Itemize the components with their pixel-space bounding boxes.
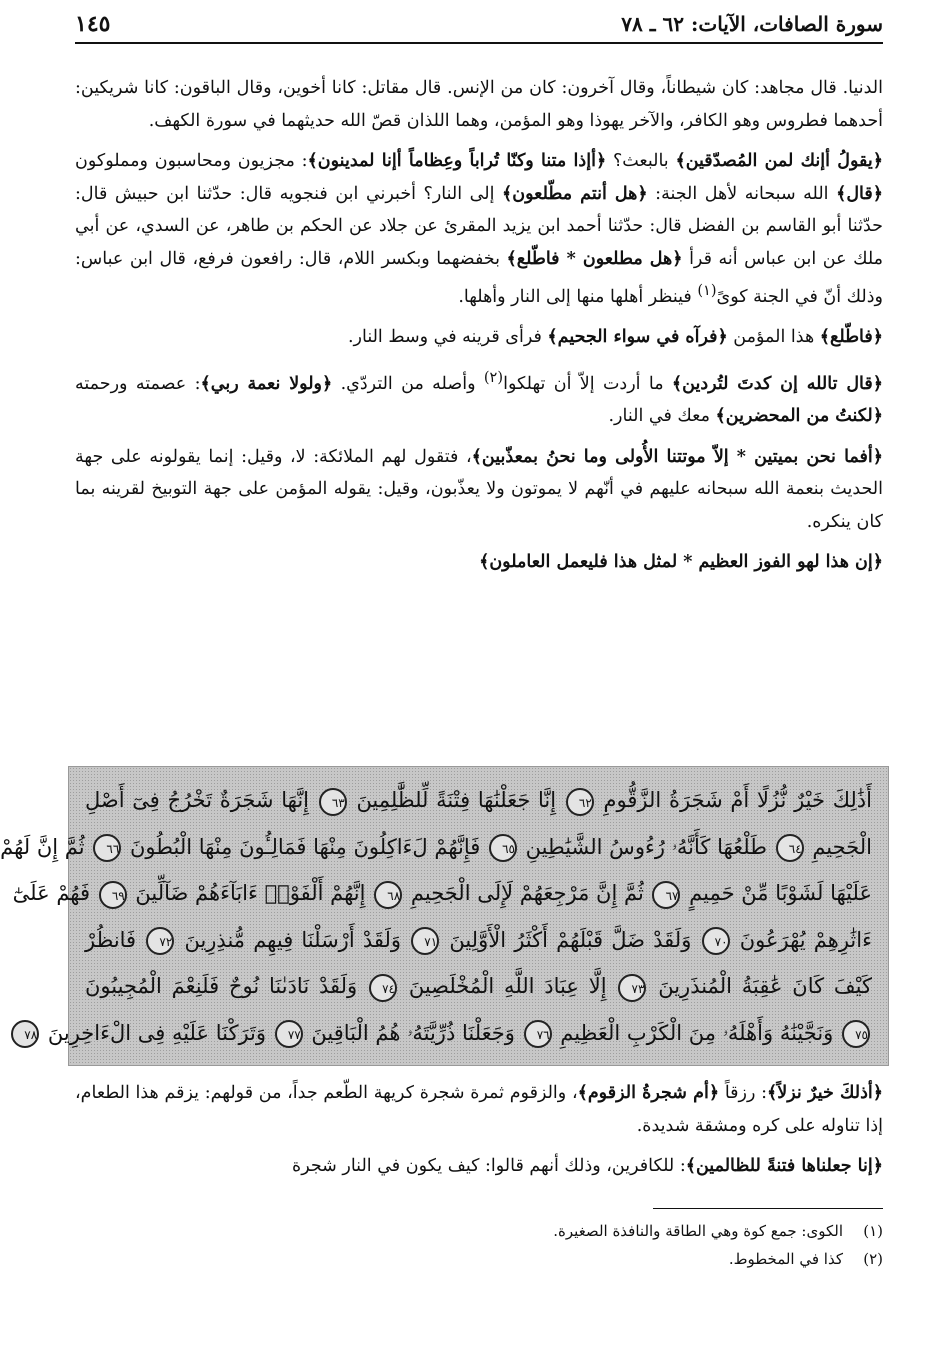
quran-quote: ﴿هل مطلعون * فاطّلع﴾ (506, 248, 683, 269)
verse-text: إِنَّهُمْ أَلْفَوْا۟ ءَابَآءَهُمْ ضَآلِّينَ (135, 881, 366, 905)
commentary-span: : مجزيون ومحاسبون ومملوكون (75, 151, 308, 171)
ayah-number-marker: ٧٤ (369, 974, 397, 1002)
ayah-number-marker: ٧٥ (842, 1020, 870, 1048)
paragraph (75, 441, 883, 539)
verse-text: الْجَحِيمِ (812, 834, 872, 859)
footnote-ref: (١) (697, 282, 717, 299)
commentary-span: : عصمته ورحمته (75, 373, 201, 394)
commentary-span: بخفضهما وبكسر اللام، قال: رافعون فرفع، قال ابن عباس: وذلك أنّ في الجنة كوىً (75, 248, 883, 307)
paragraph (75, 546, 883, 579)
footnote (75, 1245, 883, 1273)
ayah-number-marker: ٧٠ (702, 927, 730, 955)
verse-text: وَتَرَكْنَا عَلَيْهِ فِى الْءَاخِرِينَ (47, 1020, 267, 1045)
verse-text: طَلْعُهَا كَأَنَّهُۥ رُءُوسُ الشَّيَٰطِينِ (525, 834, 767, 859)
verse-text: إِنَّا جَعَلْنَٰهَا فِتْنَةً لِّلظَّٰلِمِينَ (356, 788, 557, 812)
ayah-number-marker: ٧٨ (11, 1020, 39, 1048)
verse-text: فَانظُرْ (85, 927, 137, 952)
footnote-ref: (٢) (483, 368, 504, 386)
quran-verses-box (0, 766, 889, 1066)
verse-text: كَيْفَ كَانَ عَٰقِبَةُ الْمُنذَرِينَ (658, 974, 873, 998)
commentary-text (75, 72, 883, 579)
page-number: ١٤٥ (75, 11, 111, 37)
ayah-number-marker: ٦٦ (93, 834, 121, 862)
ayah-number-marker: ٦٣ (319, 788, 347, 816)
paragraph (75, 145, 883, 313)
quran-quote: ﴿يقولُ أإنك لمن المُصدّقين﴾ (675, 151, 884, 171)
paragraph (75, 1077, 883, 1142)
commentary-span: ، فتقول لهم الملائكة: لا، وقيل: إنما يقولونه على جهة الحديث بنعمة الله سبحانه عليهم في أنّهم لا يموتون ولا يعذّبون، وقيل: يقوله المؤمن على جهة التوبيخ لقرينه بما كان ينكره. (75, 446, 883, 532)
verse-line (85, 917, 872, 964)
verse-text: وَنَجَّيْنَٰهُ وَأَهْلَهُۥ مِنَ الْكَرْبِ الْعَظِيمِ (560, 1020, 834, 1045)
ayah-number-marker: ٦٧ (652, 881, 680, 909)
ayah-number-marker: ٧١ (411, 927, 439, 955)
footnote-text: كذا في المخطوط. (728, 1250, 843, 1268)
commentary-span: الله سبحانه لأهل الجنة: (647, 183, 837, 204)
commentary-span: : رزقاً (719, 1083, 768, 1103)
paragraph (75, 321, 883, 354)
running-title: سورة الصافات، الآيات: ٦٢ ـ ٧٨ (621, 12, 883, 36)
quran-quote: ﴿لكنتُ من المحضرين﴾ (715, 406, 883, 427)
verse-line (0, 824, 872, 871)
commentary-span: معك في النار. (608, 406, 716, 427)
commentary-span: فينظر أهلها منها إلى النار وأهلها. (458, 286, 698, 307)
quran-quote: ﴿أفما نحن بميتين * إلاّ موتتنا الأُولى وما نحنُ بمعذّبين﴾ (471, 446, 883, 467)
footnote-number: (٢) (863, 1250, 883, 1268)
commentary-span: وأصله من التردّي. (332, 373, 484, 394)
verse-text: ثُمَّ إِنَّ لَهُمْ (0, 834, 85, 859)
footnote-number: (١) (863, 1222, 883, 1240)
quran-quote: ﴿ولولا نعمة ربي﴾ (200, 373, 333, 394)
commentary-span: إلى النار؟ أخبرني ابن فنجويه قال: حدّثنا ابن حبيش قال: حدّثنا أبو القاسم بن الفضل قال: حدّثنا أحمد ابن يزيد المقرئ عن جلاد عن الحكم بن طاهر، عن السدي، عن أبي ملك عن ابن عباس أنه قرأ (75, 183, 883, 269)
ayah-number-marker: ٧٢ (146, 927, 174, 955)
paragraph (75, 362, 883, 433)
ayah-number-marker: ٦٤ (776, 834, 804, 862)
verse-line (12, 870, 872, 917)
quran-quote: ﴿أإذا متنا وكنّا تُراباً وعِظاماً أإنا لمدينون﴾ (307, 151, 607, 171)
paragraph (75, 1150, 883, 1183)
commentary-span: بالبعث؟ (606, 151, 676, 171)
verse-text: إِلَّا عِبَادَ اللَّهِ الْمُخْلَصِينَ (408, 974, 607, 998)
quran-quote: ﴿قال تالله إن كدتَ لتُردين﴾ (671, 373, 883, 394)
commentary-span: هذا المؤمن (727, 327, 820, 348)
verse-text: ءَاثَٰرِهِمْ يُهْرَعُونَ (739, 927, 872, 952)
commentary-span: ما أردت إلاّ أن تهلكوا (503, 373, 672, 394)
quran-quote: ﴿فرآه في سواء الجحيم﴾ (547, 327, 728, 348)
paragraph (75, 72, 883, 137)
verse-text: ثُمَّ إِنَّ مَرْجِعَهُمْ لَإِلَى الْجَحِيمِ (410, 881, 644, 905)
verse-line (24, 1010, 872, 1057)
verse-text: فَإِنَّهُمْ لَءَاكِلُونَ مِنْهَا فَمَالِـُٔونَ مِنْهَا الْبُطُونَ (129, 834, 481, 859)
verse-text: أَذَٰلِكَ خَيْرٌ نُّزُلًا أَمْ شَجَرَةُ الزَّقُّومِ (603, 788, 872, 812)
verse-text: وَلَقَدْ أَرْسَلْنَا فِيهِم مُّنذِرِينَ (184, 927, 402, 952)
verse-text: وَلَقَدْ نَادَىٰنَا نُوحٌ فَلَنِعْمَ الْمُجِيبُونَ (85, 974, 358, 998)
ayah-number-marker: ٧٣ (618, 974, 646, 1002)
verse-text: فَهُمْ عَلَىٰٓ (12, 881, 91, 905)
footnote-text: الكوى: جمع كوة وهي الطاقة والنافذة الصغيرة. (553, 1222, 843, 1240)
quran-quote: ﴿إن هذا لهو الفوز العظيم * لمثل هذا فليعمل العاملون﴾ (479, 552, 883, 573)
ayah-number-marker: ٦٥ (489, 834, 517, 862)
ayah-number-marker: ٧٧ (275, 1020, 303, 1048)
quran-quote: ﴿فاطّلع﴾ (819, 327, 883, 348)
verse-line (85, 963, 872, 1010)
ayah-number-marker: ٧٦ (524, 1020, 552, 1048)
quran-quote: ﴿هل أنتم مطّلعون﴾ (501, 183, 648, 204)
verse-text: إِنَّهَا شَجَرَةٌ تَخْرُجُ فِىٓ أَصْلِ (85, 788, 309, 812)
quran-quote: ﴿أذلكَ خيرٌ نزلاً﴾ (767, 1083, 884, 1103)
footnotes (75, 1217, 883, 1273)
page-header (75, 6, 883, 44)
commentary-span: ، والزقوم ثمرة شجرة كريهة الطّعم جداً، من قولهم: يزقم هذا الطعام، إذا تناوله على كره ومشقة شديدة. (75, 1083, 883, 1136)
verse-text: وَلَقَدْ ضَلَّ قَبْلَهُمْ أَكْثَرُ الْأَوَّلِينَ (449, 927, 692, 952)
verse-line (85, 777, 872, 824)
ayah-number-marker: ٦٩ (99, 881, 127, 909)
commentary-span: فرأى قرينه في وسط النار. (347, 327, 548, 348)
commentary-span: الدنيا. قال مجاهد: كان شيطاناً، وقال آخرون: كان من الإنس. قال مقاتل: كانا أخوين، وقال الباقون: كانا شريكين: أحدهما فطروس وهو الكافر، والآخر يهوذا وهو المؤمن، وهما اللذان قصّ الله حديثهما في سورة الكهف. (75, 78, 883, 131)
footnote (75, 1217, 883, 1245)
quran-quote: ﴿قال﴾ (836, 183, 883, 204)
commentary-span: : للكافرين، وذلك أنهم قالوا: كيف يكون في النار شجرة (292, 1156, 686, 1176)
ayah-number-marker: ٦٨ (374, 881, 402, 909)
quran-quote: ﴿أم شجرةُ الزقوم﴾ (577, 1083, 720, 1103)
verse-text: عَلَيْهَا لَشَوْبًا مِّنْ حَمِيمٍ (689, 881, 872, 905)
ayah-number-marker: ٦٢ (566, 788, 594, 816)
verse-text: وَجَعَلْنَا ذُرِّيَّتَهُۥ هُمُ الْبَاقِينَ (311, 1020, 515, 1045)
quran-quote: ﴿إنا جعلناها فتنةً للظالمين﴾ (685, 1156, 883, 1176)
commentary-text-continued (75, 1077, 883, 1183)
footnote-divider (653, 1208, 883, 1209)
